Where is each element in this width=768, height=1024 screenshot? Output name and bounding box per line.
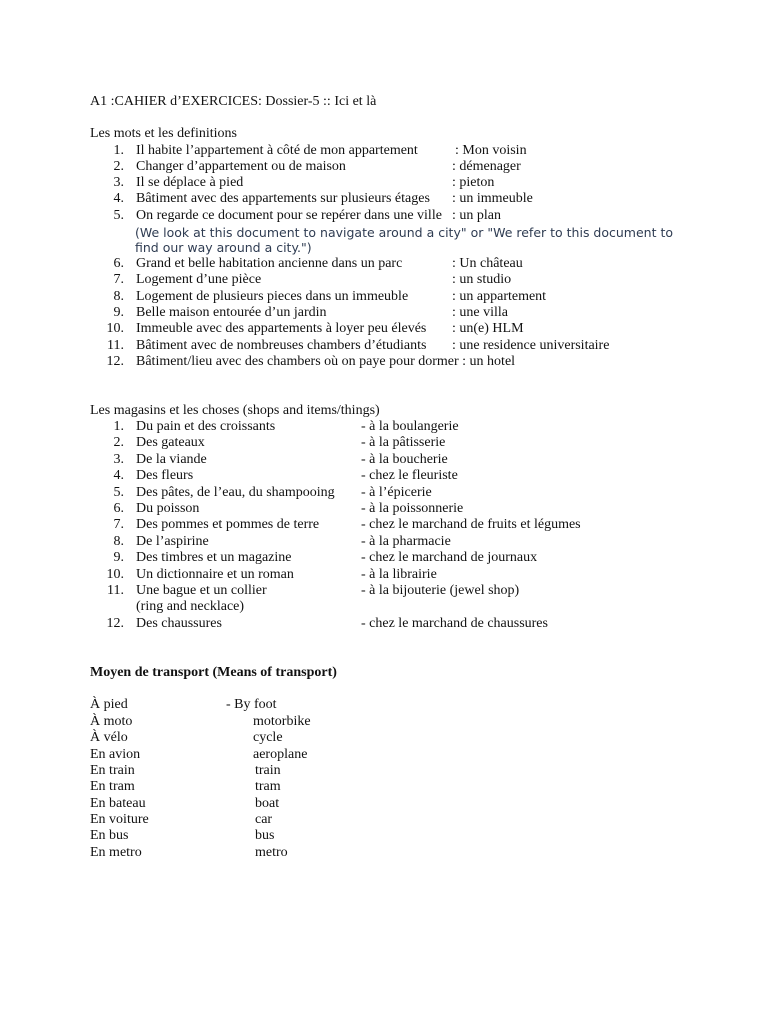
transport-en: bus (255, 828, 275, 843)
list-number: 9. (113, 305, 124, 320)
transport-en: motorbike (253, 714, 311, 729)
list-number: 9. (113, 550, 124, 565)
translation-note-line1: (We look at this document to navigate around a city" or "We refer to this document to (135, 225, 674, 240)
transport-en: car (255, 812, 273, 827)
document-title: A1 :CAHIER d’EXERCICES: Dossier-5 :: Ici et là (90, 94, 377, 109)
list-number: 8. (113, 289, 124, 304)
list-item-text: Du pain et des croissants (136, 419, 276, 434)
list-number: 4. (113, 191, 124, 206)
list-number: 3. (113, 452, 124, 467)
transport-en: aeroplane (253, 747, 308, 762)
list-item-answer: - à la poissonnerie (361, 501, 464, 516)
list-item-answer: : un plan (452, 208, 501, 223)
list-item-answer: - chez le fleuriste (361, 468, 458, 483)
list-item-text: Des gateaux (136, 435, 205, 450)
list-item-text: Il se déplace à pied (136, 175, 244, 190)
list-item-answer: : pieton (452, 175, 495, 190)
list-number: 7. (113, 517, 124, 532)
list-item-text: Des pommes et pommes de terre (136, 517, 320, 532)
translation-note-line2: find our way around a city.") (135, 240, 312, 255)
list-item-text: Bâtiment/lieu avec des chambers où on paye pour dormer : un hotel (136, 354, 516, 369)
list-item-text: Du poisson (136, 501, 200, 516)
list-item-text: Changer d’appartement ou de maison (136, 159, 346, 174)
transport-fr: En tram (90, 779, 135, 794)
list-item-answer: : un(e) HLM (452, 321, 524, 336)
list-item-answer: - à la boucherie (361, 452, 448, 467)
transport-fr: À moto (90, 714, 133, 729)
transport-fr: En bateau (90, 796, 146, 811)
transport-fr: En train (90, 763, 135, 778)
transport-en: metro (255, 845, 288, 860)
list-item-answer: : Un château (452, 256, 523, 271)
transport-fr: En voiture (90, 812, 149, 827)
list-item-answer: - à l’épicerie (361, 485, 432, 500)
list-number: 6. (113, 256, 124, 271)
transport-fr: À vélo (90, 730, 128, 745)
transport-fr: En avion (90, 747, 141, 762)
list-number: 11. (107, 583, 124, 598)
transport-en: tram (255, 779, 281, 794)
list-item-answer: - à la pharmacie (361, 534, 451, 549)
list-item-text: Il habite l’appartement à côté de mon appartement (136, 143, 418, 158)
list-item-text: Une bague et un collier (136, 583, 267, 598)
list-number: 12. (106, 354, 124, 369)
list-item-text: Grand et belle habitation ancienne dans un parc (136, 256, 403, 271)
list-item-answer: : un immeuble (452, 191, 533, 206)
transport-en: cycle (253, 730, 283, 745)
list-number: 1. (113, 143, 124, 158)
list-number: 6. (113, 501, 124, 516)
list-number: 4. (113, 468, 124, 483)
list-item-text: De la viande (136, 452, 207, 467)
transport-en: boat (255, 796, 280, 811)
list-number: 12. (106, 616, 124, 631)
list-item-text: On regarde ce document pour se repérer dans une ville (136, 208, 442, 223)
list-item-answer: - à la librairie (361, 567, 437, 582)
list-item-answer: - à la boulangerie (361, 419, 459, 434)
list-number: 8. (113, 534, 124, 549)
list-item-answer: - à la pâtisserie (361, 435, 446, 450)
list-item-text: Bâtiment avec des appartements sur plusieurs étages (136, 191, 430, 206)
list-number: 10. (106, 321, 124, 336)
section2-heading: Les magasins et les choses (shops and items/things) (90, 403, 380, 418)
list-item-text: Des timbres et un magazine (136, 550, 292, 565)
list-item-answer: : une residence universitaire (452, 338, 610, 353)
list-item-answer: - chez le marchand de fruits et légumes (361, 517, 581, 532)
list-item-text: Logement d’une pièce (136, 272, 262, 287)
list-item-answer: - à la bijouterie (jewel shop) (361, 583, 520, 598)
list-number: 11. (107, 338, 124, 353)
list-item-answer: : un appartement (452, 289, 547, 304)
list-item-text: Un dictionnaire et un roman (136, 567, 294, 582)
list-item-text: Des fleurs (136, 468, 194, 483)
transport-en: train (255, 763, 281, 778)
list-item-text: Immeuble avec des appartements à loyer peu élevés (136, 321, 427, 336)
list-item-answer: - chez le marchand de chaussures (361, 616, 548, 631)
transport-en: - By foot (226, 697, 277, 712)
list-item-text: Des chaussures (136, 616, 222, 631)
list-item-text: Belle maison entourée d’un jardin (136, 305, 327, 320)
list-number: 2. (113, 159, 124, 174)
list-number: 10. (106, 567, 124, 582)
transport-fr: À pied (90, 697, 128, 712)
transport-fr: En bus (90, 828, 129, 843)
list-item-text: Des pâtes, de l’eau, du shampooing (136, 485, 335, 500)
list-item-text: De l’aspirine (136, 534, 209, 549)
list-item-subtext: (ring and necklace) (136, 599, 245, 614)
transport-fr: En metro (90, 845, 142, 860)
list-number: 7. (113, 272, 124, 287)
list-item-answer: : une villa (452, 305, 508, 320)
section3-heading: Moyen de transport (Means of transport) (90, 665, 337, 680)
list-item-answer: - chez le marchand de journaux (361, 550, 538, 565)
list-number: 5. (113, 485, 124, 500)
list-item-text: Logement de plusieurs pieces dans un immeuble (136, 289, 409, 304)
list-item-answer: : Mon voisin (455, 143, 527, 158)
list-number: 5. (113, 208, 124, 223)
list-item-answer: : un studio (452, 272, 512, 287)
list-number: 1. (113, 419, 124, 434)
list-number: 2. (113, 435, 124, 450)
list-item-answer: : démenager (452, 159, 521, 174)
list-number: 3. (113, 175, 124, 190)
list-item-text: Bâtiment avec de nombreuses chambers d’étudiants (136, 338, 427, 353)
section1-heading: Les mots et les definitions (90, 126, 237, 141)
